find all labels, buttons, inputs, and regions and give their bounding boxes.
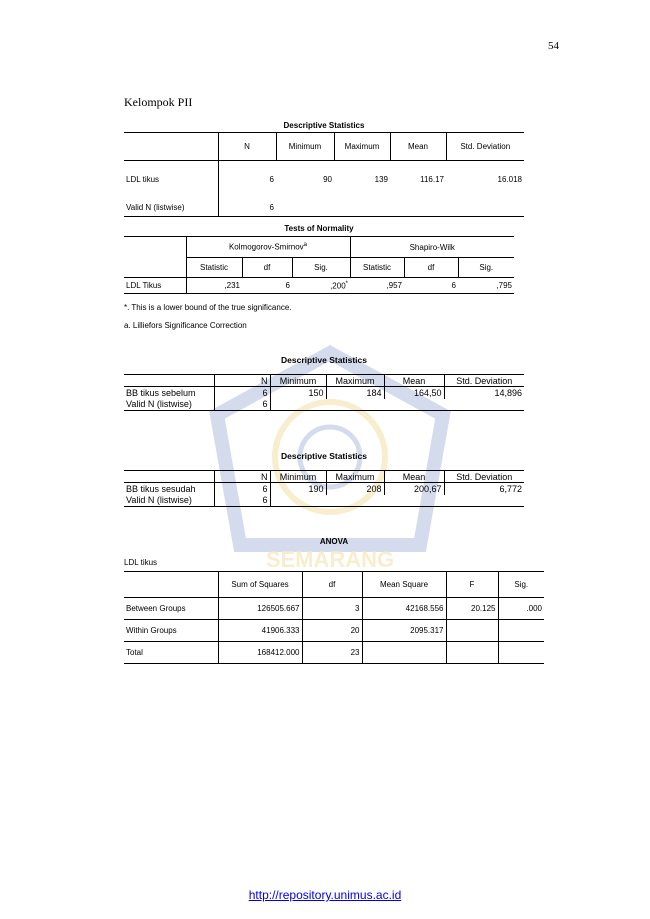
anova-cell: 168412.000 <box>218 642 302 664</box>
anova-cell: .000 <box>526 604 542 613</box>
normality-subcol: Statistic <box>350 258 404 278</box>
normality-subcol: Sig. <box>292 258 350 278</box>
ks-group-header: Kolmogorov-Smirnov$^a$ <box>186 237 350 258</box>
desc3-title: Descriptive Statistics <box>281 451 367 461</box>
anova-cell: 3 <box>302 598 362 620</box>
normality-note: *. This is a lower bound of the true significance. <box>124 303 292 312</box>
desc3-col: Mean <box>384 471 444 483</box>
desc1-title: Descriptive Statistics <box>283 121 365 130</box>
desc2-cell: 14,896 <box>494 387 522 398</box>
normality-cell: ,231 <box>224 281 240 290</box>
desc2-table <box>124 374 524 411</box>
desc2-col: Minimum <box>270 375 326 387</box>
normality-subcol: df <box>242 258 292 278</box>
desc1-col-min: Minimum <box>276 133 334 161</box>
desc1-row-label: Valid N (listwise) <box>124 199 218 217</box>
repository-link[interactable]: http://repository.unimus.ac.id <box>248 888 402 902</box>
desc3-col: Minimum <box>270 471 326 483</box>
normality-subcol: Sig. <box>479 263 494 272</box>
anova-cell: 2095.317 <box>362 620 446 642</box>
anova-variable: LDL tikus <box>124 558 158 567</box>
desc1-cell: 139 <box>374 175 388 185</box>
desc3-cell: 6,772 <box>499 483 522 494</box>
desc2-cell: 184 <box>326 387 384 399</box>
anova-col: Mean Square <box>362 572 446 598</box>
normality-row-label: LDL Tikus <box>124 278 186 294</box>
anova-cell: 20.125 <box>446 598 498 620</box>
desc1-col-mean: Mean <box>390 133 446 161</box>
desc3-cell: 208 <box>326 483 384 495</box>
normality-cell: ,200* <box>330 280 348 291</box>
desc2-row-label: Valid N (listwise) <box>124 399 214 411</box>
anova-cell: 23 <box>302 642 362 664</box>
desc1-cell: 90 <box>323 175 332 185</box>
desc1-cell: 16.018 <box>497 175 522 185</box>
anova-cell: 126505.667 <box>218 598 302 620</box>
desc1-cell: 116.17 <box>420 175 444 185</box>
page-number: 54 <box>548 40 559 52</box>
desc2-col: Mean <box>384 375 444 387</box>
anova-row-label: Within Groups <box>124 620 218 642</box>
anova-title: ANOVA <box>319 537 349 546</box>
anova-table <box>124 571 544 664</box>
anova-cell: 42168.556 <box>362 598 446 620</box>
anova-row-label: Total <box>124 642 218 664</box>
desc2-row-label: BB tikus sebelum <box>124 387 214 399</box>
normality-subcol: df <box>404 258 458 278</box>
normality-note: a. Lilliefors Significance Correction <box>124 321 247 330</box>
desc2-col: N <box>214 375 270 387</box>
normality-title: Tests of Normality <box>284 224 354 233</box>
sw-group-header: Shapiro-Wilk <box>350 237 514 258</box>
desc1-col-max: Maximum <box>334 133 390 161</box>
watermark-text: SEMARANG <box>265 547 395 572</box>
desc3-row-label: Valid N (listwise) <box>124 495 214 507</box>
desc2-title: Descriptive Statistics <box>281 355 367 365</box>
desc3-cell: 190 <box>270 483 326 495</box>
desc2-cell: 164,50 <box>384 387 444 399</box>
anova-col: Sum of Squares <box>218 572 302 598</box>
desc2-cell: 6 <box>214 399 270 411</box>
normality-cell: ,957 <box>386 281 402 290</box>
desc1-cell: 6 <box>269 202 274 212</box>
desc1-table <box>124 132 524 217</box>
normality-cell: 6 <box>285 281 290 290</box>
anova-col: Sig. <box>514 580 529 589</box>
desc3-col: Maximum <box>326 471 384 483</box>
anova-row-label: Between Groups <box>124 598 218 620</box>
desc3-row-label: BB tikus sesudah <box>124 483 214 495</box>
desc1-col-sd: Std. Deviation <box>460 142 511 151</box>
desc2-col: Std. Deviation <box>456 375 513 386</box>
desc3-col: Std. Deviation <box>456 471 513 482</box>
normality-cell: 6 <box>451 281 456 290</box>
desc2-cell: 6 <box>214 387 270 399</box>
normality-cell: ,795 <box>496 281 512 290</box>
desc3-cell: 6 <box>214 483 270 495</box>
desc2-col: Maximum <box>326 375 384 387</box>
section-heading: Kelompok PII <box>124 95 193 109</box>
desc1-row-label: LDL tikus <box>124 161 218 199</box>
desc3-table <box>124 470 524 507</box>
desc3-col: N <box>214 471 270 483</box>
desc1-cell: 6 <box>269 175 274 185</box>
anova-cell: 20 <box>302 620 362 642</box>
normality-table <box>124 236 514 294</box>
anova-col: df <box>302 572 362 598</box>
anova-cell: 41906.333 <box>218 620 302 642</box>
desc3-cell: 200,67 <box>384 483 444 495</box>
normality-subcol: Statistic <box>186 258 242 278</box>
anova-col: F <box>446 572 498 598</box>
desc1-col-n: N <box>218 133 276 161</box>
desc3-cell: 6 <box>214 495 270 507</box>
desc2-cell: 150 <box>270 387 326 399</box>
